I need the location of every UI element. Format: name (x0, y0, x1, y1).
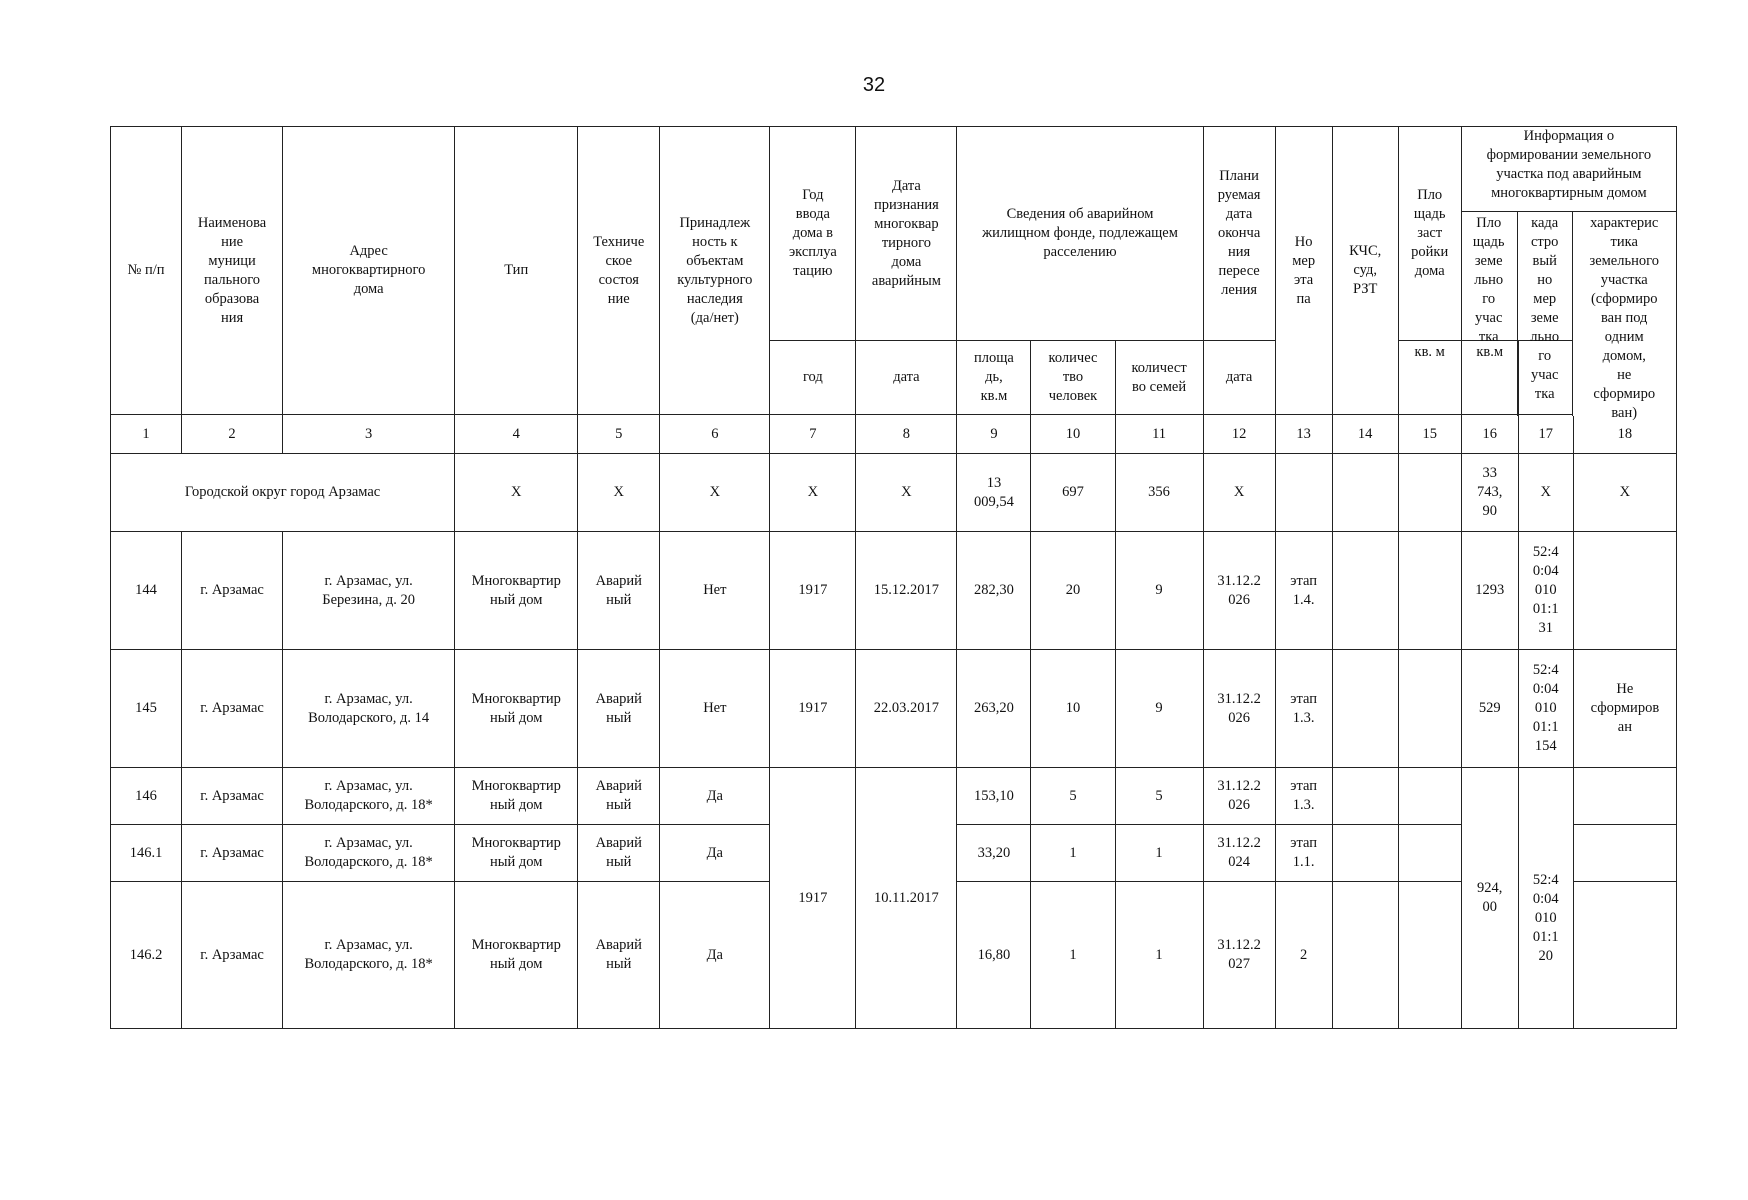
total-year: X (770, 454, 856, 532)
header-land-plot-title: Информация о формировании земельного участка под аварийным многоквартирным домом (1486, 128, 1652, 201)
total-state: X (578, 454, 660, 532)
row-state: Аварий ный (578, 650, 660, 768)
subheader-area: площа дь, кв.м (957, 341, 1031, 415)
row-number: 146.2 (111, 882, 182, 1029)
column-number: 7 (770, 415, 856, 454)
header-kchs: КЧС, суд, РЗТ (1332, 127, 1398, 415)
total-heritage: X (660, 454, 770, 532)
total-build-area (1398, 454, 1461, 532)
emergency-housing-table (110, 126, 1677, 1029)
header-plot-area: Пло щадь земе льно го учас тка (1461, 212, 1518, 416)
column-number: 11 (1115, 415, 1203, 454)
row-type: Многоквартир ный дом (455, 768, 578, 825)
row-kchs (1332, 650, 1398, 768)
column-number: 6 (660, 415, 770, 454)
row-state: Аварий ный (578, 532, 660, 650)
row-cadastre: 52:4 0:04 010 01:1 154 (1518, 650, 1573, 768)
row-families: 9 (1115, 650, 1203, 768)
row-families: 1 (1115, 882, 1203, 1029)
row-stage: этап 1.4. (1275, 532, 1332, 650)
row-stage: 2 (1275, 882, 1332, 1029)
row-build-area (1398, 768, 1461, 825)
row-people: 10 (1031, 650, 1115, 768)
header-emergency-fund: Сведения об аварийном жилищном фонде, подлежащем расселению (957, 127, 1203, 341)
column-number: 13 (1275, 415, 1332, 454)
header-plot-characteristic: характерис тика земельного участка (сформиро ван под одним домом, не сформиро ван) (1573, 212, 1676, 416)
row-year: 1917 (770, 532, 856, 650)
column-number: 2 (182, 415, 283, 454)
header-cadastre-number: када стро вый но мер земе льно го учас тка (1518, 212, 1573, 416)
total-kchs (1332, 454, 1398, 532)
column-number: 9 (957, 415, 1031, 454)
row-end-date: 31.12.2 026 (1203, 650, 1275, 768)
table-row (111, 532, 1677, 650)
header-heritage: Принадлеж ность к объектам культурного наследия (да/нет) (660, 127, 770, 415)
row-kchs (1332, 768, 1398, 825)
subheader-date: дата (856, 341, 957, 415)
row-people: 5 (1031, 768, 1115, 825)
column-number: 18 (1573, 415, 1676, 454)
total-row (111, 454, 1677, 532)
column-number: 16 (1461, 415, 1518, 454)
row-type: Многоквартир ный дом (455, 882, 578, 1029)
total-stage (1275, 454, 1332, 532)
header-build-area: Пло щадь заст ройки дома (1398, 127, 1461, 341)
total-people: 697 (1031, 454, 1115, 532)
row-plot-characteristic (1573, 768, 1676, 825)
row-families: 1 (1115, 825, 1203, 882)
total-label: Городской округ город Арзамас (111, 454, 455, 532)
column-number: 17 (1518, 415, 1573, 454)
row-year: 1917 (770, 650, 856, 768)
column-number: 12 (1203, 415, 1275, 454)
row-families: 9 (1115, 532, 1203, 650)
group-cadastre: 52:4 0:04 010 01:1 20 (1518, 768, 1573, 1029)
row-state: Аварий ный (578, 882, 660, 1029)
subheader-year: год (770, 341, 856, 415)
row-people: 1 (1031, 825, 1115, 882)
row-plot-area: 529 (1461, 650, 1518, 768)
row-cadastre: 52:4 0:04 010 01:1 31 (1518, 532, 1573, 650)
column-number: 14 (1332, 415, 1398, 454)
total-date: X (856, 454, 957, 532)
total-end-date: X (1203, 454, 1275, 532)
row-heritage: Да (660, 825, 770, 882)
total-plot-area: 33 743, 90 (1461, 454, 1518, 532)
subheader-end-date: дата (1203, 341, 1275, 415)
header-address: Адрес многоквартирного дома (283, 127, 455, 415)
total-cadastre: X (1518, 454, 1573, 532)
row-stage: этап 1.1. (1275, 825, 1332, 882)
row-state: Аварий ный (578, 825, 660, 882)
row-area: 16,80 (957, 882, 1031, 1029)
page-number: 32 (862, 74, 886, 96)
header-municipality: Наименова ние муници пального образова ния (182, 127, 283, 415)
header-type: Тип (455, 127, 578, 415)
row-end-date: 31.12.2 027 (1203, 882, 1275, 1029)
total-area: 13 009,54 (957, 454, 1031, 532)
row-plot-characteristic (1573, 882, 1676, 1029)
row-heritage: Нет (660, 650, 770, 768)
row-area: 153,10 (957, 768, 1031, 825)
table-row (111, 768, 1677, 825)
row-address: г. Арзамас, ул. Володарского, д. 18* (283, 768, 455, 825)
row-type: Многоквартир ный дом (455, 825, 578, 882)
row-end-date: 31.12.2 024 (1203, 825, 1275, 882)
header-stage: Но мер эта па (1275, 127, 1332, 415)
header-number: № п/п (111, 127, 182, 415)
row-municipality: г. Арзамас (182, 532, 283, 650)
row-plot-characteristic (1573, 825, 1676, 882)
column-number: 10 (1031, 415, 1115, 454)
group-plot-area: 924, 00 (1461, 768, 1518, 1029)
header-row-1 (111, 127, 1677, 341)
header-emergency-date: Дата признания многоквар тирного дома аварийным (856, 127, 957, 341)
row-number: 146.1 (111, 825, 182, 882)
row-build-area (1398, 825, 1461, 882)
total-plot-characteristic: X (1573, 454, 1676, 532)
row-kchs (1332, 532, 1398, 650)
row-kchs (1332, 825, 1398, 882)
column-number: 15 (1398, 415, 1461, 454)
row-municipality: г. Арзамас (182, 768, 283, 825)
total-type: X (455, 454, 578, 532)
row-heritage: Да (660, 768, 770, 825)
row-plot-characteristic (1573, 532, 1676, 650)
row-families: 5 (1115, 768, 1203, 825)
row-end-date: 31.12.2 026 (1203, 768, 1275, 825)
row-stage: этап 1.3. (1275, 650, 1332, 768)
row-municipality: г. Арзамас (182, 825, 283, 882)
row-address: г. Арзамас, ул. Володарского, д. 18* (283, 825, 455, 882)
row-stage: этап 1.3. (1275, 768, 1332, 825)
row-municipality: г. Арзамас (182, 650, 283, 768)
row-address: г. Арзамас, ул. Березина, д. 20 (283, 532, 455, 650)
column-number: 1 (111, 415, 182, 454)
row-municipality: г. Арзамас (182, 882, 283, 1029)
row-type: Многоквартир ный дом (455, 532, 578, 650)
column-number: 5 (578, 415, 660, 454)
subheader-build-area-unit: кв. м (1398, 341, 1461, 415)
header-planned-end: Плани руемая дата оконча ния пересе ления (1203, 127, 1275, 341)
row-heritage: Нет (660, 532, 770, 650)
row-number: 146 (111, 768, 182, 825)
subheader-plot-area-unit: кв.м (1476, 344, 1504, 360)
total-families: 356 (1115, 454, 1203, 532)
header-technical-state: Техниче ское состоя ние (578, 127, 660, 415)
row-address: г. Арзамас, ул. Володарского, д. 14 (283, 650, 455, 768)
row-area: 263,20 (957, 650, 1031, 768)
row-build-area (1398, 882, 1461, 1029)
row-number: 145 (111, 650, 182, 768)
row-address: г. Арзамас, ул. Володарского, д. 18* (283, 882, 455, 1029)
row-people: 20 (1031, 532, 1115, 650)
row-plot-area: 1293 (1461, 532, 1518, 650)
row-build-area (1398, 650, 1461, 768)
row-plot-characteristic: Не сформиров ан (1573, 650, 1676, 768)
row-people: 1 (1031, 882, 1115, 1029)
column-number: 8 (856, 415, 957, 454)
column-numbers-row (111, 415, 1677, 454)
group-date: 10.11.2017 (856, 768, 957, 1029)
header-commission-year: Год ввода дома в эксплуа тацию (770, 127, 856, 341)
row-number: 144 (111, 532, 182, 650)
row-area: 33,20 (957, 825, 1031, 882)
row-state: Аварий ный (578, 768, 660, 825)
table-row (111, 650, 1677, 768)
row-type: Многоквартир ный дом (455, 650, 578, 768)
column-number: 3 (283, 415, 455, 454)
subheader-people: количес тво человек (1031, 341, 1115, 415)
row-date: 15.12.2017 (856, 532, 957, 650)
row-heritage: Да (660, 882, 770, 1029)
row-kchs (1332, 882, 1398, 1029)
row-build-area (1398, 532, 1461, 650)
group-year: 1917 (770, 768, 856, 1029)
row-area: 282,30 (957, 532, 1031, 650)
column-number: 4 (455, 415, 578, 454)
row-end-date: 31.12.2 026 (1203, 532, 1275, 650)
subheader-families: количест во семей (1115, 341, 1203, 415)
row-date: 22.03.2017 (856, 650, 957, 768)
